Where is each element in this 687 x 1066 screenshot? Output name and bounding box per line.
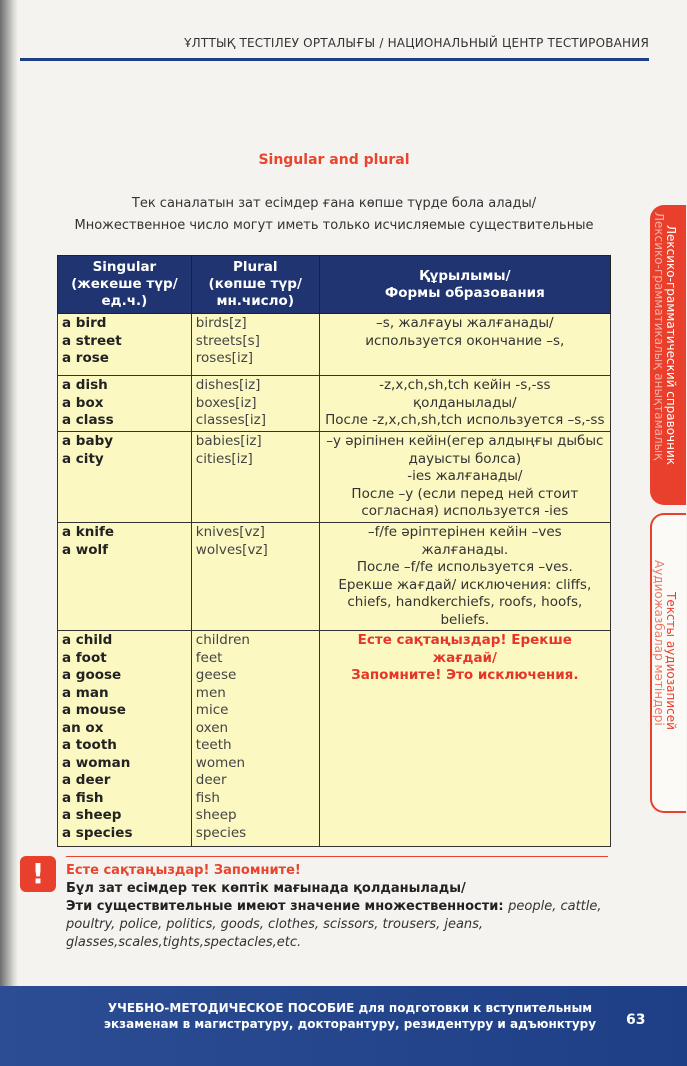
- header-forms-line2: Формы образования: [384, 284, 545, 301]
- singular-cell-line: a box: [62, 394, 104, 411]
- footer-line2: экзаменам в магистратуру, докторантуру, резидентуру и адъюнктуру: [103, 1017, 597, 1031]
- plural-cell-line: wolves[vz]: [195, 541, 268, 558]
- singular-cell-line: a fish: [62, 789, 104, 806]
- singular-cell-line: a tooth: [62, 737, 117, 753]
- running-header: ҰЛТТЫҚ ТЕСТІЛЕУ ОРТАЛЫҒЫ / НАЦИОНАЛЬНЫЙ ЦЕНТР ТЕСТИРОВАНИЯ: [184, 36, 649, 50]
- note-examples: people, cattle, poultry, police, politics, goods, clothes, scissors, trousers, jeans, glasses,scales,tights,spectacles,etc.: [66, 899, 602, 950]
- side-tab-grammar-label: Лексико-грамматический справочник: [664, 225, 678, 466]
- formation-cell-line: используется окончание –s,: [365, 332, 565, 349]
- singular-cell-line: a rose: [62, 350, 109, 366]
- singular-cell: [58, 314, 192, 376]
- side-tab-grammar-faded-label: Лексико-грамматикалық анықтамалық: [652, 212, 666, 461]
- note-kz: Бұл зат есімдер тек көптік мағынада қолданылады/: [66, 881, 466, 896]
- table-row: [58, 314, 611, 376]
- header-plural-line2: (көпше түр/: [208, 276, 302, 292]
- header-singular-line1: Singular: [92, 259, 157, 275]
- plural-cell-line: geese: [195, 667, 237, 683]
- plural-cell-line: teeth: [195, 737, 232, 753]
- footer-line1: УЧЕБНО-МЕТОДИЧЕСКОЕ ПОСОБИЕ для подготовки к вступительным: [107, 1001, 593, 1015]
- exception-cell-line: Запомните! Это исключения.: [351, 667, 579, 683]
- singular-cell-line: a class: [62, 412, 114, 428]
- singular-cell-line: a sheep: [62, 807, 122, 823]
- plural-cell-line: oxen: [195, 719, 229, 736]
- plural-cell-line: knives[vz]: [195, 524, 265, 540]
- section-title: Singular and plural: [258, 152, 410, 168]
- exception-cell-line: Есте сақтаңыздар! Ерекше жағдай/: [357, 632, 572, 666]
- formation-cell-line: После –f/fe используется –ves.: [356, 559, 573, 575]
- header-singular: [58, 256, 192, 314]
- formation-cell-line: қолданылады/: [413, 394, 517, 411]
- formation-cell: [319, 376, 610, 432]
- formation-cell-line: -ies жалғанады/: [407, 468, 523, 484]
- singular-cell: [58, 631, 192, 847]
- header-forms: [319, 256, 610, 314]
- singular-cell-line: a deer: [62, 772, 111, 788]
- formation-cell: [319, 523, 610, 631]
- exception-cell: [319, 631, 610, 847]
- header-singular-line3: ед.ч.): [101, 293, 148, 309]
- singular-cell-line: a mouse: [62, 702, 126, 718]
- singular-cell-line: an ox: [62, 719, 104, 736]
- intro-ru: Множественное число могут иметь только исчисляемые существительные: [74, 218, 594, 233]
- formation-cell-line: После –y (если перед ней стоит согласная) используется -ies: [351, 485, 579, 519]
- plural-cell: [191, 432, 319, 523]
- plural-cell-line: classes[iz]: [195, 412, 267, 428]
- singular-cell-line: a city: [62, 450, 104, 467]
- singular-cell-line: a wolf: [62, 541, 109, 558]
- section-intro: [0, 193, 668, 237]
- plural-cell-line: boxes[iz]: [195, 394, 257, 411]
- table-row: [58, 523, 611, 631]
- table-row: [58, 376, 611, 432]
- plural-cell-line: deer: [195, 772, 227, 788]
- plural-cell-line: children: [195, 632, 250, 648]
- formation-cell: [319, 432, 610, 523]
- singular-cell-line: a foot: [62, 649, 107, 666]
- remember-note: [66, 862, 611, 952]
- formation-cell-line: Ерекше жағдай/ исключения: cliffs, chiefs, handkerchiefs, roofs, hoofs, beliefs.: [338, 576, 592, 628]
- formation-cell-line: дауысты болса): [408, 450, 522, 467]
- plural-cell: [191, 314, 319, 376]
- singular-cell: [58, 523, 192, 631]
- singular-cell-line: a bird: [62, 315, 107, 331]
- singular-cell-line: a goose: [62, 667, 122, 683]
- header-plural: [191, 256, 319, 314]
- singular-cell-line: a man: [62, 684, 109, 701]
- singular-cell-line: a knife: [62, 524, 115, 540]
- singular-cell-line: a baby: [62, 433, 114, 449]
- note-ru-label: Эти существительные имеют значение множественности:: [66, 899, 504, 914]
- formation-cell-line: После -z,x,ch,sh,tch используется –s,-ss: [325, 412, 605, 428]
- plural-cell-line: fish: [195, 789, 220, 806]
- singular-cell: [58, 376, 192, 432]
- singular-cell-line: a species: [62, 824, 133, 841]
- exclamation-icon: !: [20, 856, 56, 892]
- intro-kz: Тек саналатын зат есімдер ғана көпше түрде бола алады/: [131, 196, 537, 211]
- table-row: [58, 631, 611, 847]
- plural-cell-line: species: [195, 824, 247, 841]
- plural-cell-line: feet: [195, 649, 223, 666]
- plural-cell-line: women: [195, 754, 246, 771]
- header-singular-line2: (жекеше түр/: [71, 276, 178, 292]
- formation-cell: [319, 314, 610, 376]
- plural-cell: [191, 631, 319, 847]
- table-header-row: [58, 256, 611, 314]
- header-plural-line3: мн.число): [216, 293, 294, 309]
- plural-cell-line: dishes[iz]: [195, 377, 261, 393]
- formation-cell-line: –f/fe әріптерінен кейін –ves жалғанады.: [367, 524, 562, 558]
- table-row: [58, 432, 611, 523]
- formation-cell-line: –y әріпінен кейін(егер алдыңғы дыбыс: [326, 433, 604, 449]
- page-number: 63: [626, 1012, 646, 1028]
- singular-plural-table: [57, 255, 611, 847]
- side-tab-audio-label: Тексты аудиозаписей: [664, 592, 678, 730]
- plural-cell-line: mice: [195, 702, 229, 718]
- side-tab-audio-faded-label: Аудиожазбалар мәтіндері: [652, 560, 666, 726]
- header-forms-line1: Құрылымы/: [419, 267, 511, 284]
- singular-cell-line: a woman: [62, 754, 131, 771]
- plural-cell-line: roses[iz]: [195, 350, 254, 366]
- footer-text: [100, 1000, 600, 1032]
- formation-cell-line: –s, жалғауы жалғанады/: [376, 315, 554, 331]
- singular-cell: [58, 432, 192, 523]
- plural-cell-line: birds[z]: [195, 315, 247, 331]
- plural-cell-line: cities[iz]: [195, 450, 253, 467]
- plural-cell: [191, 523, 319, 631]
- plural-cell-line: streets[s]: [195, 332, 260, 349]
- plural-cell-line: sheep: [195, 807, 237, 823]
- singular-cell-line: a child: [62, 632, 113, 648]
- header-rule: [20, 58, 649, 61]
- singular-cell-line: a dish: [62, 377, 108, 393]
- singular-cell-line: a street: [62, 332, 122, 349]
- note-title: Есте сақтаңыздар! Запомните!: [66, 863, 301, 878]
- plural-cell-line: babies[iz]: [195, 433, 262, 449]
- note-rule: [66, 856, 608, 857]
- plural-cell-line: men: [195, 684, 226, 701]
- formation-cell-line: -z,x,ch,sh,tch кейін -s,-ss: [379, 377, 551, 393]
- note-ru: [66, 898, 611, 952]
- header-plural-line1: Plural: [232, 259, 278, 275]
- plural-cell: [191, 376, 319, 432]
